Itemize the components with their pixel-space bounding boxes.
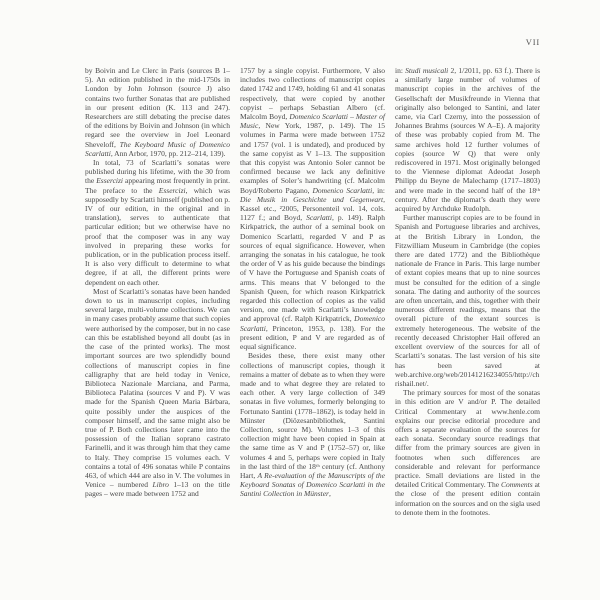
paragraph <box>85 287 230 499</box>
text-column <box>395 66 540 517</box>
italic-text-run: A Re-evaluation of the Manuscripts of the Keyboard Sonatas of Domenico Scarlatti in the Santini Collection in Münster <box>240 470 386 499</box>
italic-text-run: Essercizi <box>158 185 186 195</box>
paragraph <box>395 213 540 388</box>
paragraph <box>395 66 540 213</box>
paragraph <box>85 158 230 287</box>
italic-text-run: Studi musicali <box>405 66 449 75</box>
paragraph <box>85 66 230 158</box>
text-run: Besides these, there exist many other collections of manuscript copies, though it remains a matter of debate as to when they were made and to what degree they are related to each other. A very large collection of 349 sonatas in five volumes, formerly belonging to Fortunato Santini (1778–1862), is today held in Münster (Diözesanbibliothek, Santini Collection, source M). Volumes 1–3 of this collection might have been copied in Spain at the same time as V and P (1752–57) or, like volumes 4 and 5, perhaps were copied in Italy in the last third of the 18ᵗʰ century (cf. Anthony Hart, <box>240 351 385 480</box>
paragraph <box>395 388 540 517</box>
text-run: , which was supposedly by Scarlatti himself (published on p. IV of our edition, in the original and in translation), serves to authenticate that particular edition; but we otherwise have no proof that the composer was in any way involved in preparing these works for publication, or in the publication process itself. It is also very difficult to determine to what degree, if at all, the different prints were dependent on each other. <box>85 185 230 287</box>
italic-text-run: Domenico Scarlatti <box>240 314 385 333</box>
italic-text-run: Domenico Scarlatti – Master of Music <box>240 112 385 131</box>
text-run: appearing most frequently in print. The preface to the <box>85 176 230 195</box>
text-run: , Princeton, 1953, p. 138). For the present edition, P and V are regarded as of equal significance. <box>240 323 385 352</box>
text-run: In total, 73 of Scarlatti’s sonatas were published during his lifetime, with the 30 from the <box>85 158 230 186</box>
text-run: 1757 by a single copyist. Furthermore, V also includes two collections of manuscript copies dated 1742 and 1749, holding 61 and 41 sonatas respectively, that were copied by another copyist – perhaps Sebastian Albero (cf. Malcolm Boyd, <box>240 66 385 122</box>
text-run: Most of Scarlatti’s sonatas have been handed down to us in manuscript copies, including several large, multi-volume collections. We can in many cases probably assume that such copies were authorised by the composer, but in no case can this be established beyond all doubt (as in the case of the printed works). The most important sources are two splendidly bound collections of manuscript copies in fine calligraphy that are held today in Venice, Biblioteca Nazionale Marciana, and Parma, Biblioteca Palatina (sources V and P). V was made for the Spanish Queen Maria Bárbara, quite possibly under the auspices of the composer himself, and the same might also be true of P. Both collections later came into the possession of the Italian soprano castrato Farinelli, and it was through him that they came to Italy. They comprise 15 volumes each. V contains a total of 496 sonatas while P contains 463, of which 444 are also in V. The volumes in Venice – numbered <box>85 286 230 490</box>
text-run: , in: <box>372 185 385 195</box>
text-column <box>85 66 230 517</box>
text-run: in: <box>395 66 406 75</box>
italic-text-run: Essercizi <box>96 176 124 186</box>
paragraph <box>240 351 385 498</box>
text-run: , p. 149). Ralph Kirkpatrick, the author of a seminal book on Domenico Scarlatti, regarded V and P as sources of equal significance. However, when arranging the sonatas in his catalogue, he took the order of V as his guide because the bindings of V have the Portuguese and Spanish coats of arms. This means that V belonged to the Spanish Queen, for which reason Kirkpatrick regarded this collection of copies as the valid version, one made with Scarlatti’s knowledge and approval (cf. Ralph Kirkpatrick, <box>240 213 385 324</box>
text-column <box>240 66 385 517</box>
text-run: , Kassel etc., ²2005, Personenteil vol. 14, cols. 1127 f.; and Boyd, <box>240 194 385 223</box>
text-run: , Ann Arbor, 1970, pp. 212–214, 139). <box>110 148 226 158</box>
italic-text-run: The Keyboard Music of Domenico Scarlatti <box>85 139 230 158</box>
text-run: by Boivin and Le Clerc in Paris (sources B 1–5). An edition published in the mid-1750s in London by John Johnson (source J) also contains two further Sonatas that are published in our present edition (K. 113 and 247). Researchers are still debating the precise dates of the editions by Boivin and Johnson (in which regard see the overview in Joel Leonard Sheveloff, <box>85 66 230 149</box>
text-run: The primary sources for most of the sonatas in this edition are V and/or P. The detailed Critical Commentary at www.henle.com explains our precise editorial procedure and offers a separate evaluation of the sources for each sonata. Secondary source readings that differ from the primary sources are given in footnotes when such differences are considerable and relevant for performance practice. Small deviations are listed in the detailed Critical Commentary. The <box>395 388 540 490</box>
text-columns <box>85 66 540 517</box>
italic-text-run: Scarlatti <box>306 213 332 223</box>
text-run: 1–13 on the title pages – were made between 1752 and <box>85 480 230 499</box>
paragraph <box>240 66 385 351</box>
italic-text-run: Libro <box>152 480 169 490</box>
text-run: , New York, 1987, p. 149). The 15 volumes in Parma were made between 1752 and 1757 (vol. 1 is undated), and produced by the same copyist as V 1–13. The supposition that this copyist was Antonio Soler cannot be confirmed because we lack any definitive examples of Soler’s handwriting (cf. Malcolm Boyd/Roberto Pagano, <box>240 121 385 195</box>
text-run: at the close of the present edition contain information on the sources and on the sigla used to denote them in the footnotes. <box>395 480 540 517</box>
page-number: VII <box>525 37 540 47</box>
italic-text-run: Comments <box>500 480 533 490</box>
italic-text-run: Domenico Scarlatti <box>312 185 373 195</box>
italic-text-run: Die Musik in Geschichte und Gegenwart <box>240 194 384 204</box>
text-run: 2, 1/2011, pp. 63 f.). There is a similarly large number of volumes of manuscript copies in the archives of the Gesellschaft der Musikfreunde in Vienna that originally also belonged to Santini, and later came, via Carl Czerny, into the possession of Johannes Brahms (sources W A–E). A majority of these was probably copied from M. The same archives hold 12 further volumes of copies (source W Q) that were only rediscovered in 1971. Most originally belonged to the Viennese diplomat Adeodat Joseph Philipp du Beyne de Malechamp (1717–1803) and were made in the second half of the 18ᵗʰ century. After the diplomat’s death they were acquired by Archduke Rudolph. <box>395 66 540 214</box>
text-run: Further manuscript copies are to be found in Spanish and Portuguese libraries and archives, at the British Library in London, the Fitzwilliam Museum in Cambridge (the copies there are dated 1772) and the Bibliothèque nationale de France in Paris. This large number of extant copies means that up to nine sources must be consulted for the edition of a single sonata. The dating and authority of the sources are often uncertain, and this, together with their numerous different readings, means that the overall picture of the extant sources is extremely heterogeneous. The website of the recently deceased Christopher Hail offered an excellent overview of the sources for all of Scarlatti’s sonatas. The last version of his site has been saved at web.archive.org/web/20141216234055/http://chrishail.net/. <box>395 213 540 388</box>
text-run: , <box>328 489 331 499</box>
